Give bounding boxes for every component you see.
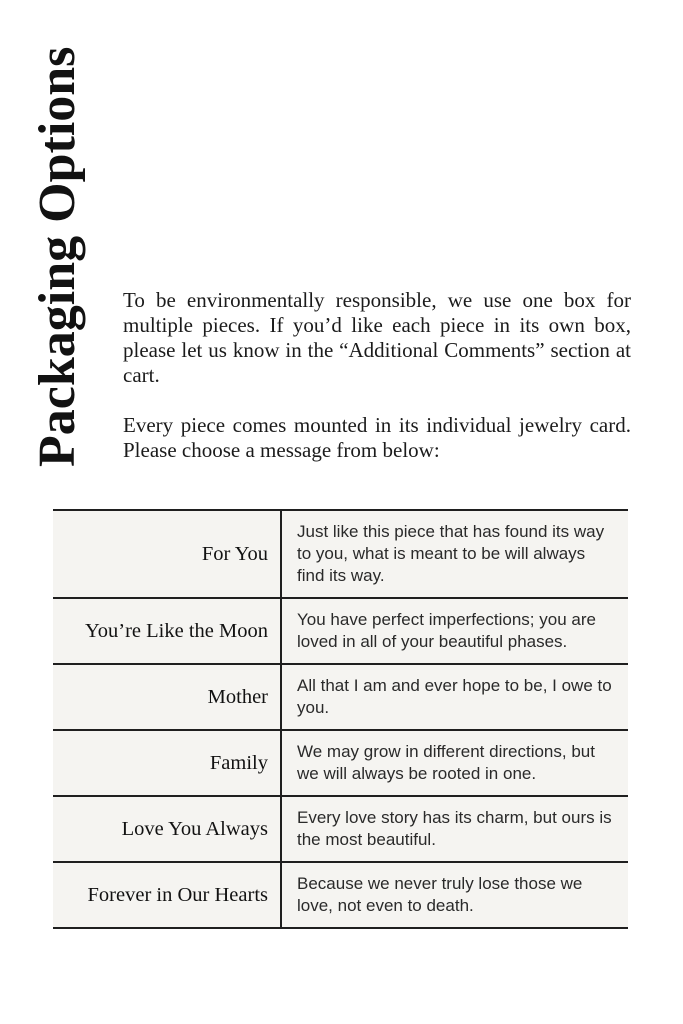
intro-paragraph-jewelry-card: Every piece comes mounted in its individual jewelry card. Please choose a message from below: [123, 413, 631, 462]
message-label: For You [53, 510, 281, 598]
message-table-body [53, 510, 628, 928]
intro-text [123, 288, 631, 463]
table-row [53, 664, 628, 730]
intro-paragraph-box-policy: To be environmentally responsible, we use one box for multiple pieces. If you’d like each piece in its own box, please let us know in the “Additional Comments” section at cart. [123, 288, 631, 387]
message-label: Love You Always [53, 796, 281, 862]
table-row [53, 730, 628, 796]
table-row [53, 796, 628, 862]
message-text: Because we never truly lose those we love, not even to death. [281, 862, 628, 928]
message-options-table [53, 509, 628, 929]
message-text: All that I am and ever hope to be, I owe to you. [281, 664, 628, 730]
message-label: You’re Like the Moon [53, 598, 281, 664]
table-row [53, 598, 628, 664]
message-label: Forever in Our Hearts [53, 862, 281, 928]
page-title: Packaging Options [29, 46, 86, 467]
message-label: Mother [53, 664, 281, 730]
message-text: Every love story has its charm, but ours is the most beautiful. [281, 796, 628, 862]
table-row [53, 510, 628, 598]
message-text: We may grow in different directions, but we will always be rooted in one. [281, 730, 628, 796]
table-row [53, 862, 628, 928]
message-text: Just like this piece that has found its way to you, what is meant to be will always find its way. [281, 510, 628, 598]
message-text: You have perfect imperfections; you are loved in all of your beautiful phases. [281, 598, 628, 664]
message-label: Family [53, 730, 281, 796]
